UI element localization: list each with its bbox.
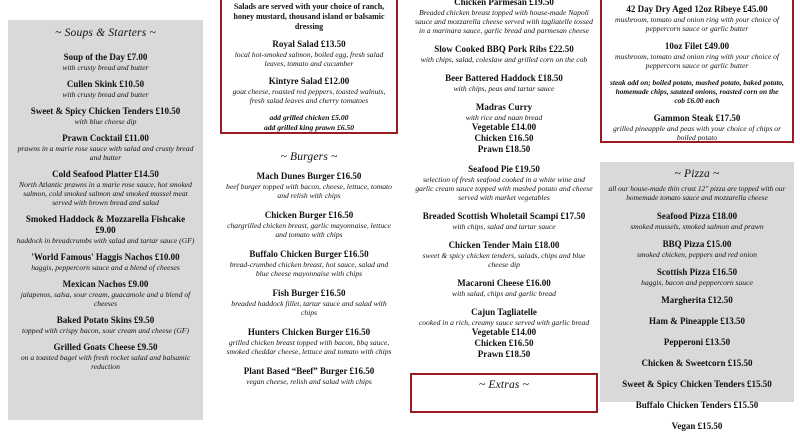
item-name: Macaroni Cheese £16.00	[457, 278, 551, 288]
menu-item	[606, 267, 788, 287]
extras-panel	[410, 373, 598, 413]
menu-item	[606, 239, 788, 259]
menu-item	[228, 76, 390, 105]
item-description: sweet & spicy chicken tenders, salads, chips and blue cheese dip	[422, 251, 586, 269]
item-name: Buffalo Chicken Tenders £15.50	[635, 400, 759, 410]
item-name: Ham & Pineapple £13.50	[649, 316, 745, 326]
pizza-heading: ~ Pizza ~	[674, 168, 720, 180]
item-description: local hot-smoked salmon, boiled egg, fresh salad leaves, tomato and cucumber	[234, 50, 384, 68]
starters-column	[8, 0, 203, 400]
item-name: 42 Day Dry Aged 12oz Ribeye £45.00	[626, 4, 768, 14]
menu-item	[606, 379, 788, 390]
item-name: Plant Based “Beef” Burger £16.50	[243, 366, 375, 376]
item-description: with chips, salad, coleslaw and grilled corn on the cob	[420, 55, 588, 64]
menu-item	[606, 358, 788, 369]
item-price-option: Chicken £16.50	[474, 133, 534, 143]
item-price-option: Vegetable £14.00	[471, 122, 537, 132]
item-name: Madras Curry	[475, 102, 533, 112]
item-description: chargrilled chicken breast, garlic mayonnaise, lettuce and tomato with chips	[227, 221, 391, 239]
item-name: Grilled Goats Cheese £9.50	[53, 342, 158, 352]
menu-item	[606, 421, 788, 432]
steak-sides-note: steak add on; boiled potato, mashed potato, baked potato, homemade chips, sauteed onions, roasted corn on the cob £6.00 each	[610, 78, 784, 105]
item-description: with crusty bread and butter	[62, 63, 149, 72]
item-description: mushroom, tomato and onion ring with your choice of peppercorn sauce or garlic butter	[614, 52, 780, 70]
item-description: prawns in a marie rose sauce with salad and crusty bread and butter	[17, 144, 194, 162]
menu-item	[606, 337, 788, 348]
item-name: Pepperoni £13.50	[663, 337, 731, 347]
item-price-option: Prawn £18.50	[477, 144, 531, 154]
item-description: selection of fresh seafood cooked in a white wine and garlic cream sauce topped with mashed potato and cheese served with market vegetables	[415, 175, 593, 202]
item-description: smoked chicken, peppers and red onion	[637, 250, 757, 259]
menu-item	[415, 211, 593, 231]
item-name: Chicken Parmesan £19.50	[454, 0, 554, 7]
steaks-list	[610, 4, 784, 70]
menu-item	[606, 295, 788, 306]
menu-item	[15, 52, 196, 72]
item-description: vegan cheese, relish and salad with chips	[246, 377, 372, 386]
item-price-option: Prawn £18.50	[477, 349, 531, 359]
item-description: with blue cheese dip	[74, 117, 137, 126]
item-description: cooked in a rich, creamy sauce served with garlic bread	[418, 318, 590, 327]
menu-item	[15, 79, 196, 99]
menu-item	[606, 400, 788, 411]
item-description: Breaded chicken breast topped with house-made Napoli sauce and mozzarella cheese served with tagliatelle tossed in a marinara sauce, garlic bread and parmesan cheese	[415, 8, 593, 35]
salads-intro: Salads are served with your choice of ranch, honey mustard, thousand island or balsamic dressing	[233, 2, 385, 31]
extras-heading: ~ Extras ~	[478, 379, 530, 391]
item-name: Gammon Steak £17.50	[653, 113, 741, 123]
item-description: with chips, peas and tartar sauce	[453, 84, 555, 93]
item-name: Fish Burger £16.50	[272, 288, 346, 298]
menu-item	[15, 214, 196, 245]
item-description: haddock in breadcrumbs with salad and tartar sauce (GF)	[16, 236, 195, 245]
menu-item	[15, 169, 196, 207]
item-name: 'World Famous' Haggis Nachos £10.00	[31, 252, 180, 262]
starters-heading: ~ Soups & Starters ~	[55, 27, 156, 39]
item-name: Chicken & Sweetcorn £15.50	[641, 358, 753, 368]
item-name: Hunters Chicken Burger £16.50	[247, 327, 371, 337]
item-name: BBQ Pizza £15.00	[662, 239, 732, 249]
steaks-pizza-column	[600, 0, 794, 431]
item-name: Seafood Pie £19.50	[468, 164, 540, 174]
item-name: Scottish Pizza £16.50	[656, 267, 738, 277]
pizza-panel	[600, 162, 794, 431]
item-description: grilled chicken breast topped with bacon, bbq sauce, smoked cheddar cheese, lettuce and tomato with chips	[226, 338, 392, 356]
starters-list	[15, 52, 196, 371]
menu-item	[415, 164, 593, 202]
menu-item	[415, 73, 593, 93]
menu-item	[224, 288, 394, 317]
item-price-option: Chicken £16.50	[474, 338, 534, 348]
menu-item	[15, 252, 196, 272]
item-description: on a toasted bagel with fresh rocket salad and balsamic reduction	[20, 353, 191, 371]
item-description: with crusty bread and butter	[62, 90, 149, 99]
item-name: Margherita £12.50	[661, 295, 733, 305]
menu-item	[224, 249, 394, 278]
item-name: Chicken Tender Main £18.00	[448, 240, 560, 250]
item-name: Sweet & Spicy Chicken Tenders £10.50	[30, 106, 181, 116]
pizza-intro: all our house-made thin crust 12" pizza are topped with our homemade tomato sauce and mozzarella cheese	[608, 184, 786, 202]
pizza-list	[606, 211, 788, 287]
steaks-panel	[600, 0, 794, 143]
pizza-plain-list	[606, 295, 788, 432]
item-name: Mexican Nachos £9.00	[62, 279, 149, 289]
item-name: Cullen Skink £10.50	[66, 79, 145, 89]
mains-column	[412, 0, 596, 400]
salads-list	[228, 39, 390, 105]
item-name: Chicken Burger £16.50	[264, 210, 354, 220]
menu-item	[228, 39, 390, 68]
menu-item	[415, 278, 593, 298]
item-name: Beer Battered Haddock £18.50	[445, 73, 563, 83]
mains-list	[415, 0, 593, 360]
menu-item-gammon	[610, 113, 784, 142]
menu-item	[610, 41, 784, 70]
item-description: haggis, bacon and peppercorn sauce	[641, 278, 753, 287]
addon-prawn: add grilled king prawn £6.50	[263, 122, 355, 132]
item-name: Smoked Haddock & Mozzarella Fishcake £9.00	[25, 214, 186, 235]
item-description: beef burger topped with bacon, cheese, lettuce, tomato and relish with chips	[226, 182, 392, 200]
item-name: Kintyre Salad £12.00	[268, 76, 350, 86]
menu-item	[606, 211, 788, 231]
menu-item	[224, 327, 394, 356]
item-name: Slow Cooked BBQ Pork Ribs £22.50	[434, 44, 574, 54]
menu-item	[15, 106, 196, 126]
salads-panel	[220, 0, 398, 134]
mains-section	[412, 0, 596, 369]
menu-item	[415, 240, 593, 269]
menu-item	[415, 307, 593, 360]
item-price-option: Vegetable £14.00	[471, 327, 537, 337]
item-description: with chips, salad and tartar sauce	[452, 222, 556, 231]
item-name: 10oz Filet £49.00	[664, 41, 730, 51]
item-description: bread-crumbed chicken breast, hot sauce, salad and blue cheese mayonnaise with chips	[229, 260, 389, 278]
burgers-section	[220, 150, 398, 396]
menu-item	[415, 102, 593, 155]
menu-item	[415, 44, 593, 64]
menu-item	[224, 171, 394, 200]
salads-burgers-column	[220, 0, 398, 400]
item-description: smoked mussels, smoked salmon and prawn	[630, 222, 764, 231]
item-name: Cajun Tagliatelle	[471, 307, 537, 317]
item-name: Sweet & Spicy Chicken Tenders £15.50	[622, 379, 772, 389]
item-name: Seafood Pizza £18.00	[656, 211, 738, 221]
item-description: mushroom, tomato and onion ring with your choice of peppercorn sauce or garlic butter	[614, 15, 780, 33]
item-name: Soup of the Day £7.00	[63, 52, 148, 62]
menu-item	[15, 133, 196, 162]
item-name: Buffalo Chicken Burger £16.50	[249, 249, 369, 259]
item-description: with salad, chips and garlic bread	[452, 289, 556, 298]
item-name: Breaded Scottish Wholetail Scampi £17.50	[422, 211, 586, 221]
item-description: breaded haddock fillet, tartar sauce and salad with chips	[231, 299, 387, 317]
menu-item	[224, 366, 394, 386]
salads-addons	[228, 113, 390, 132]
starters-panel	[8, 20, 203, 420]
menu-item	[606, 316, 788, 327]
item-description: jalapenos, salsa, sour cream, guacamole and a blend of cheeses	[20, 290, 191, 308]
item-description: with rice and naan bread	[465, 113, 543, 122]
menu-item	[15, 315, 196, 335]
item-name: Mach Dunes Burger £16.50	[256, 171, 362, 181]
menu-item	[15, 342, 196, 371]
item-description: grilled pineapple and peas with your choice of chips or boiled potato	[612, 124, 782, 142]
item-name: Cold Seafood Platter £14.50	[52, 169, 159, 179]
menu-item	[15, 279, 196, 308]
item-description: haggis, peppercorn sauce and a blend of cheeses	[31, 263, 180, 272]
item-name: Prawn Cocktail £11.00	[62, 133, 149, 143]
item-name: Baked Potato Skins £9.50	[56, 315, 155, 325]
burgers-heading: ~ Burgers ~	[280, 151, 338, 163]
menu-item	[224, 210, 394, 239]
item-name: Vegan £15.50	[671, 421, 723, 431]
burgers-list	[224, 171, 394, 386]
item-name: Royal Salad £13.50	[272, 39, 346, 49]
item-description: topped with crispy bacon, sour cream and cheese (GF)	[22, 326, 189, 335]
item-description: North Atlantic prawns in a marie rose sauce, hot smoked salmon, cold smoked salmon and smoked mussel meat served with brown bread and salad	[19, 180, 192, 207]
addon-chicken: add grilled chicken £5.00	[269, 113, 349, 122]
menu-item	[415, 0, 593, 35]
menu-item	[610, 4, 784, 33]
item-description: goat cheese, roasted red peppers, toasted walnuts, fresh salad leaves and cherry tomatoes	[232, 87, 386, 105]
